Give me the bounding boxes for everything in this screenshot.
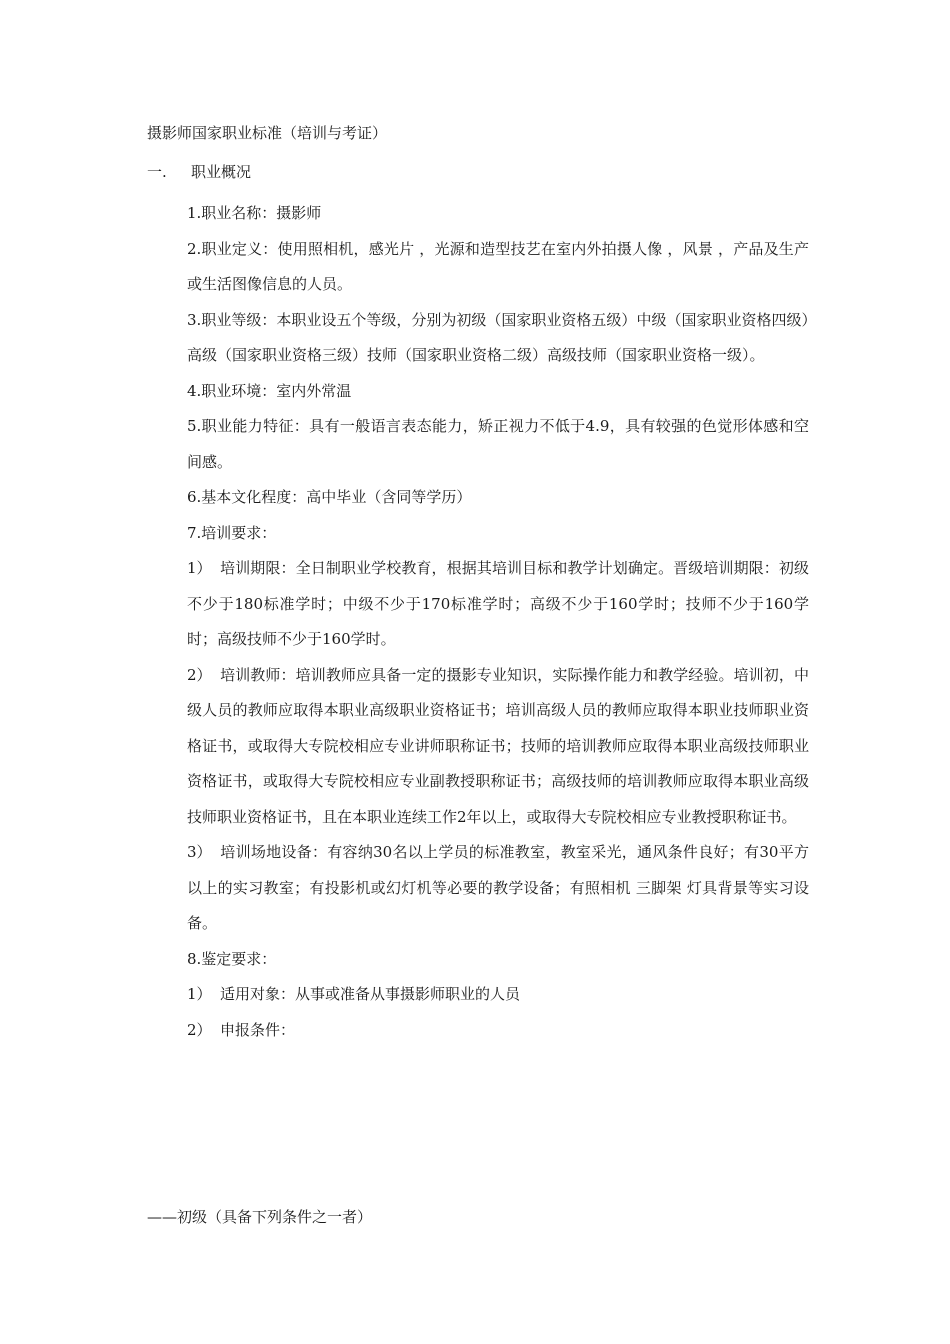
list-text: 适用对象：从事或准备从事摄影师职业的人员: [220, 985, 521, 1003]
list-item-training-facilities: [187, 835, 809, 942]
list-text: 申报条件：: [220, 1020, 296, 1039]
list-index: 2）: [187, 1020, 212, 1039]
section-number: 一.: [147, 163, 167, 181]
paragraph-ability-features: 5.职业能力特征：具有一般语言表态能力，矫正视力不低于4.9，具有较强的色觉形体感和空间感。: [187, 417, 809, 471]
document-body: [187, 196, 809, 1048]
list-item-training-period: [187, 551, 809, 658]
list-text: 培训教师：培训教师应具备一定的摄影专业知识，实际操作能力和教学经验。培训初，中级人员的教师应取得本职业高级职业资格证书；培训高级人员的教师应取得本职业技师职业资格证书，或取得大专院校相应专业讲师职称证书；技师的培训教师应取得本职业高级技师职业资格证书，或取得大专院校相应专业副教授职称证书；高级技师的培训教师应取得本职业高级技师职业资格证书，且在本职业连续工作2年以上，或取得大专院校相应专业教授职称证书。: [187, 665, 809, 826]
list-item-application-conditions: [187, 1013, 809, 1049]
section-title: 职业概况: [191, 163, 252, 181]
paragraph-work-environment: 4.职业环境：室内外常温: [187, 381, 352, 400]
list-index: 3）: [187, 843, 212, 861]
list-index: 2）: [187, 665, 212, 684]
junior-level-heading: ——初级（具备下列条件之一者）: [147, 1208, 373, 1226]
list-item-applicable-targets: [187, 977, 809, 1013]
list-text: 培训场地设备：有容纳30名以上学员的标准教室，教室采光，通风条件良好；有30平方以上的实习教室；有投影机或幻灯机等必要的教学设备；有照相机 三脚架 灯具背景等实习设备。: [187, 843, 809, 932]
list-index: 1）: [187, 559, 212, 577]
list-index: 1）: [187, 985, 212, 1003]
paragraph-occupation-levels: 3.职业等级：本职业设五个等级，分别为初级（国家职业资格五级）中级（国家职业资格四级）高级（国家职业资格三级）技师（国家职业资格二级）高级技师（国家职业资格一级）。: [187, 310, 809, 364]
document-title: 摄影师国家职业标准（培训与考证）: [147, 124, 388, 142]
paragraph-education-level: 6.基本文化程度：高中毕业（含同等学历）: [187, 488, 472, 506]
paragraph-occupation-definition: 2.职业定义：使用照相机，感光片 ，光源和造型技艺在室内外拍摄人像 ，风景 ，产品及生产或生活图像信息的人员。: [187, 239, 809, 293]
list-text: 培训期限：全日制职业学校教育，根据其培训目标和教学计划确定。晋级培训期限：初级不少于180标准学时；中级不少于170标准学时；高级不少于160学时；技师不少于160学时；高级技师不少于160学时。: [187, 559, 809, 648]
paragraph-training-heading: 7.培训要求：: [187, 523, 277, 542]
paragraph-appraisal-heading: 8.鉴定要求：: [187, 949, 277, 968]
list-item-training-teachers: [187, 658, 809, 836]
paragraph-occupation-name: 1.职业名称：摄影师: [187, 204, 322, 222]
section-heading: [147, 161, 251, 183]
